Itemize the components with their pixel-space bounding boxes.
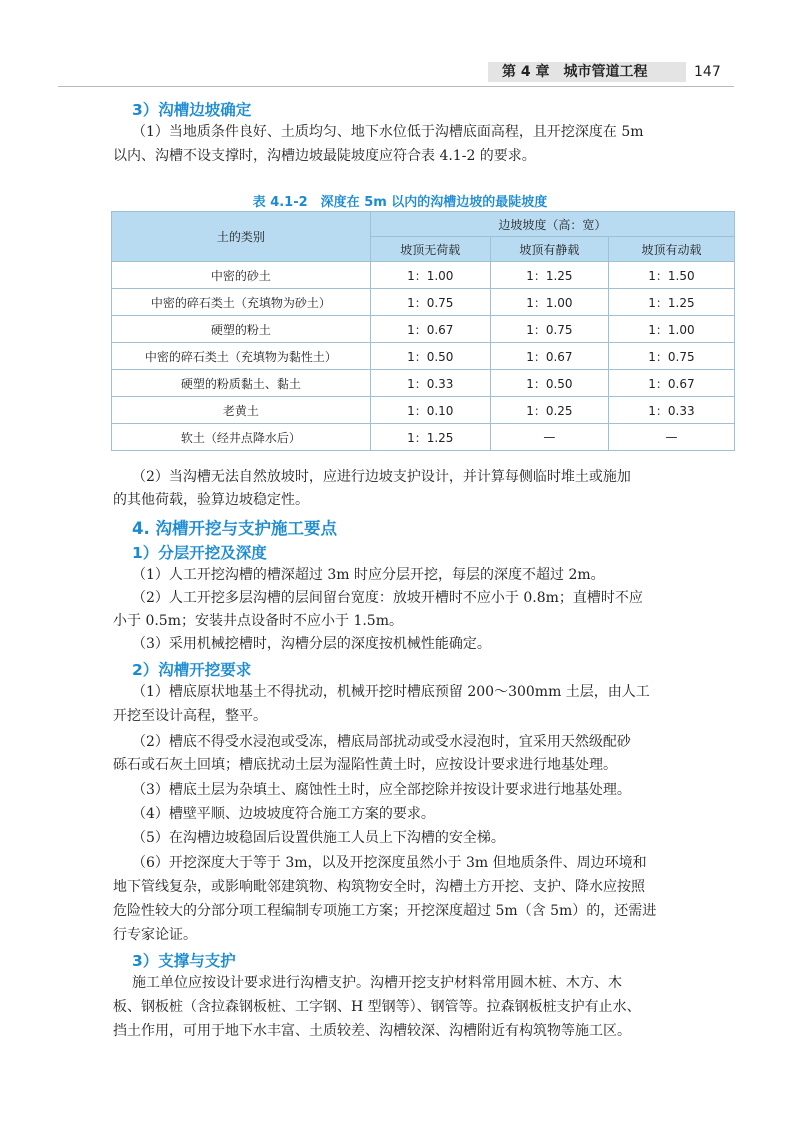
col-header-no-load: 坡顶无荷载	[370, 237, 490, 262]
paragraph-line: （6）开挖深度大于等于 3m，以及开挖深度虽然小于 3m 但地质条件、周边环境和	[132, 855, 647, 871]
subsection-heading-requirements: 2）沟槽开挖要求	[132, 661, 252, 679]
cell-value: 1：0.67	[490, 343, 608, 370]
col-header-soil: 土的类别	[112, 212, 371, 262]
table-row	[112, 289, 735, 316]
cell-soil: 中密的碎石类土（充填物为黏性土）	[112, 343, 371, 370]
paragraph-line: （4）槽壁平顺、边坡坡度符合施工方案的要求。	[132, 806, 435, 822]
paragraph-line: （3）采用机械挖槽时，沟槽分层的深度按机械性能确定。	[132, 636, 491, 652]
paragraph-line: （2）人工开挖多层沟槽的层间留台宽度：放坡开槽时不应小于 0.8m；直槽时不应	[132, 590, 643, 606]
cell-value: —	[608, 424, 734, 451]
chapter-title: 第 4 章 城市管道工程	[488, 62, 686, 82]
paragraph-line: 地下管线复杂，或影响毗邻建筑物、构筑物安全时，沟槽土方开挖、支护、降水应按照	[113, 879, 645, 895]
cell-value: 1：0.67	[370, 316, 490, 343]
cell-value: —	[490, 424, 608, 451]
paragraph-line: （1）当地质条件良好、土质均匀、地下水位低于沟槽底面高程，且开挖深度在 5m	[132, 124, 644, 140]
cell-value: 1：0.50	[370, 343, 490, 370]
running-header	[0, 58, 800, 84]
table-row	[112, 316, 735, 343]
header-divider	[58, 86, 734, 87]
paragraph-line: 板、钢板桩（含拉森钢板桩、工字钢、H 型钢等）、钢管等。拉森钢板桩支护有止水、	[113, 999, 641, 1015]
paragraph-line: 挡土作用，可用于地下水丰富、土质较差、沟槽较深、沟槽附近有构筑物等施工区。	[113, 1023, 631, 1039]
cell-value: 1：1.00	[608, 316, 734, 343]
paragraph-line: 的其他荷载，验算边坡稳定性。	[113, 492, 309, 508]
paragraph-line: （5）在沟槽边坡稳固后设置供施工人员上下沟槽的安全梯。	[132, 830, 505, 846]
paragraph-line: 以内、沟槽不设支撑时，沟槽边坡最陡坡度应符合表 4.1-2 的要求。	[113, 148, 536, 164]
cell-soil: 硬塑的粉质黏土、黏土	[112, 370, 371, 397]
paragraph-line: 开挖至设计高程，整平。	[113, 708, 267, 724]
cell-value: 1：1.00	[490, 289, 608, 316]
cell-value: 1：0.33	[608, 397, 734, 424]
page-number: 147	[694, 64, 721, 80]
paragraph-line: 施工单位应按设计要求进行沟槽支护。沟槽开挖支护材料常用圆木桩、木方、木	[132, 975, 622, 991]
col-header-slope-ratio: 边坡坡度（高：宽）	[370, 212, 734, 237]
paragraph-line: （2）槽底不得受水浸泡或受冻，槽底局部扰动或受水浸泡时，宜采用天然级配砂	[132, 734, 631, 750]
slope-table	[111, 211, 735, 451]
paragraph-line: 行专家论证。	[113, 927, 197, 943]
table-caption: 表 4.1-2 深度在 5m 以内的沟槽边坡的最陡坡度	[252, 195, 548, 210]
cell-value: 1：0.75	[490, 316, 608, 343]
cell-value: 1：0.25	[490, 397, 608, 424]
cell-value: 1：0.67	[608, 370, 734, 397]
cell-soil: 中密的碎石类土（充填物为砂土）	[112, 289, 371, 316]
cell-value: 1：0.10	[370, 397, 490, 424]
table-row	[112, 343, 735, 370]
paragraph-line: （3）槽底土层为杂填土、腐蚀性土时，应全部挖除并按设计要求进行地基处理。	[132, 782, 631, 798]
table-row	[112, 370, 735, 397]
cell-soil: 硬塑的粉土	[112, 316, 371, 343]
cell-soil: 软土（经井点降水后）	[112, 424, 371, 451]
cell-value: 1：0.50	[490, 370, 608, 397]
cell-value: 1：0.75	[608, 343, 734, 370]
cell-value: 1：1.25	[608, 289, 734, 316]
section-heading-slope: 3）沟槽边坡确定	[132, 101, 252, 119]
col-header-static-load: 坡顶有静载	[490, 237, 608, 262]
cell-value: 1：0.75	[370, 289, 490, 316]
cell-value: 1：1.00	[370, 262, 490, 289]
paragraph-line: 砾石或石灰土回填；槽底扰动土层为湿陷性黄土时，应按设计要求进行地基处理。	[113, 757, 617, 773]
paragraph-line: （1）人工开挖沟槽的槽深超过 3m 时应分层开挖，每层的深度不超过 2m。	[132, 567, 605, 583]
cell-value: 1：1.50	[608, 262, 734, 289]
paragraph-line: （1）槽底原状地基土不得扰动，机械开挖时槽底预留 200～300mm 土层，由人工	[132, 684, 650, 700]
section-heading-excavation: 4. 沟槽开挖与支护施工要点	[132, 519, 337, 538]
cell-soil: 老黄土	[112, 397, 371, 424]
cell-value: 1：0.33	[370, 370, 490, 397]
table-row	[112, 424, 735, 451]
subsection-heading-support: 3）支撑与支护	[132, 952, 236, 970]
table-row	[112, 397, 735, 424]
table-row	[112, 262, 735, 289]
cell-soil: 中密的砂土	[112, 262, 371, 289]
cell-value: 1：1.25	[490, 262, 608, 289]
paragraph-line: 危险性较大的分部分项工程编制专项施工方案；开挖深度超过 5m（含 5m）的，还需进	[113, 903, 657, 919]
col-header-dynamic-load: 坡顶有动载	[608, 237, 734, 262]
paragraph-line: （2）当沟槽无法自然放坡时，应进行边坡支护设计，并计算每侧临时堆土或施加	[132, 469, 631, 485]
subsection-heading-layered: 1）分层开挖及深度	[132, 544, 267, 562]
paragraph-line: 小于 0.5m；安装井点设备时不应小于 1.5m。	[113, 613, 403, 629]
cell-value: 1：1.25	[370, 424, 490, 451]
